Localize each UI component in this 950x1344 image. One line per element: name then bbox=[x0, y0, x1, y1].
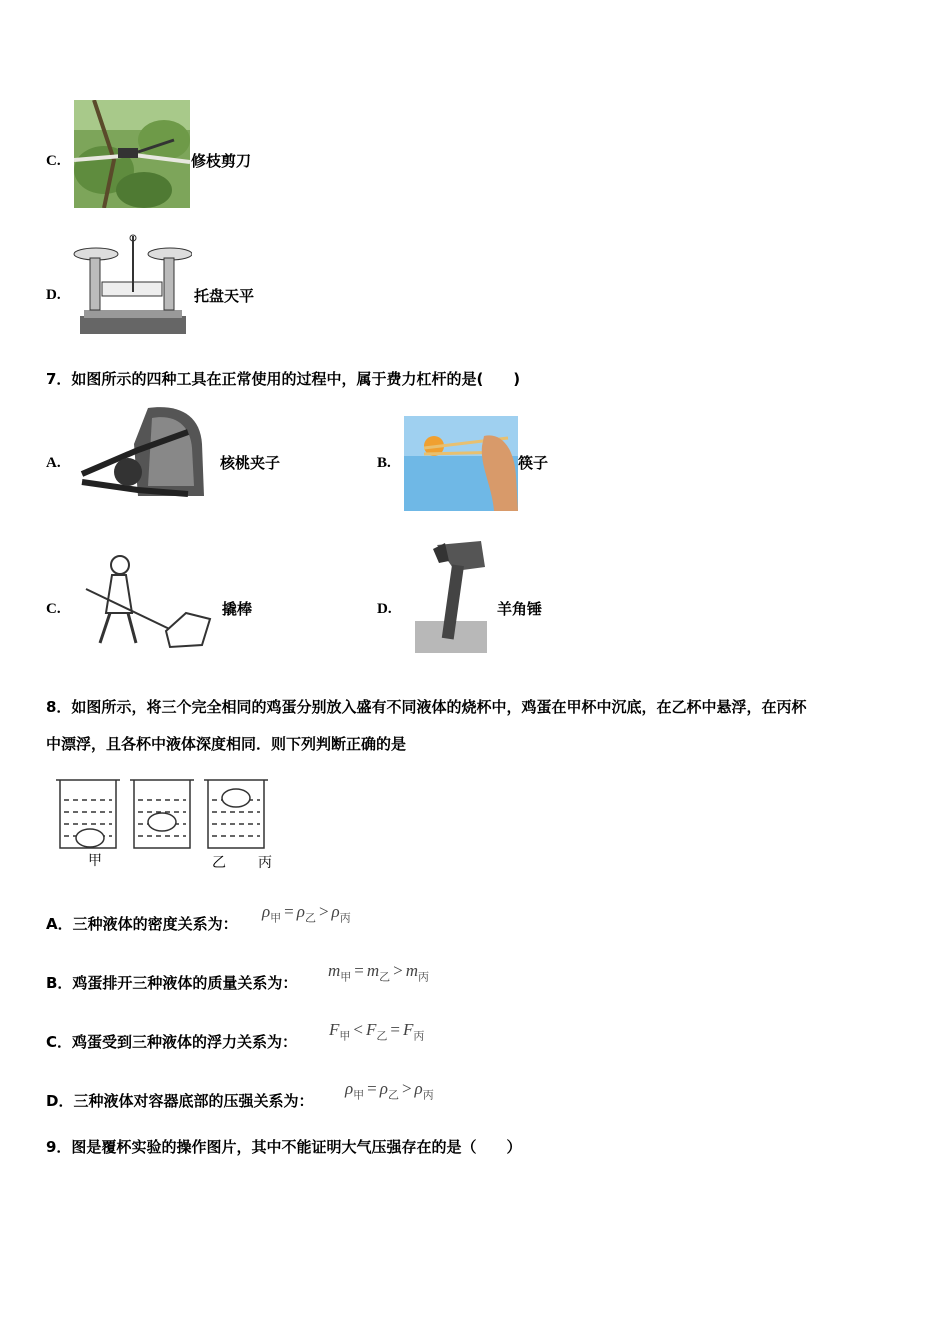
beaker-label-jia: 甲 bbox=[88, 853, 102, 869]
beaker-label-bing: 丙 bbox=[258, 855, 272, 871]
q7-c-text: 撬棒 bbox=[222, 600, 253, 618]
q7-a-label: A. bbox=[46, 455, 61, 471]
q6-d-label: D. bbox=[46, 287, 61, 303]
q7-b-text: 筷子 bbox=[518, 454, 549, 472]
q7-stem: 7．如图所示的四种工具在正常使用的过程中，属于费力杠杆的是( ) bbox=[46, 370, 521, 388]
walnut-cracker-drawing bbox=[78, 404, 208, 504]
pruning-shears-photo bbox=[74, 100, 190, 208]
q9-stem: 9．图是覆杯实验的操作图片，其中不能证明大气压强存在的是（ ） bbox=[46, 1138, 522, 1156]
q6-c-text: 修枝剪刀 bbox=[191, 152, 252, 170]
q7-b-label: B. bbox=[377, 455, 391, 471]
q7-d-text: 羊角锤 bbox=[497, 600, 543, 618]
q8-a-formula: $\rho_甲 = \rho_乙 > \rho_丙$ bbox=[262, 902, 351, 925]
q8-a-label: A．三种液体的密度关系为： bbox=[46, 915, 238, 933]
claw-hammer-photo bbox=[415, 541, 487, 653]
q6-c-label: C. bbox=[46, 153, 61, 169]
chopsticks-photo bbox=[404, 416, 518, 511]
q8-d-formula: $\rho_甲 = \rho_乙 > \rho_丙$ bbox=[345, 1079, 434, 1102]
q7-c-label: C. bbox=[46, 601, 61, 617]
balance-scale-drawing bbox=[72, 232, 192, 338]
q8-d-label: D．三种液体对容器底部的压强关系为： bbox=[46, 1092, 314, 1110]
crowbar-worker-drawing bbox=[82, 553, 214, 651]
q8-b-formula: $m_甲 = m_乙 > m_丙$ bbox=[328, 961, 430, 984]
q8-c-formula: $F_甲 < F_乙 = F_丙$ bbox=[329, 1020, 425, 1043]
beaker-label-yi: 乙 bbox=[212, 855, 226, 871]
q7-a-text: 核桃夹子 bbox=[220, 454, 281, 472]
q8-stem-line1: 8．如图所示，将三个完全相同的鸡蛋分别放入盛有不同液体的烧杯中，鸡蛋在甲杯中沉底，在乙杯中悬浮，在丙杯 bbox=[46, 698, 807, 716]
q6-d-text: 托盘天平 bbox=[194, 287, 255, 305]
q8-b-label: B．鸡蛋排开三种液体的质量关系为： bbox=[46, 974, 298, 992]
q8-stem-line2: 中漂浮，且各杯中液体深度相同．则下列判断正确的是 bbox=[46, 735, 407, 753]
q7-d-label: D. bbox=[377, 601, 392, 617]
q8-c-label: C．鸡蛋受到三种液体的浮力关系为： bbox=[46, 1033, 298, 1051]
